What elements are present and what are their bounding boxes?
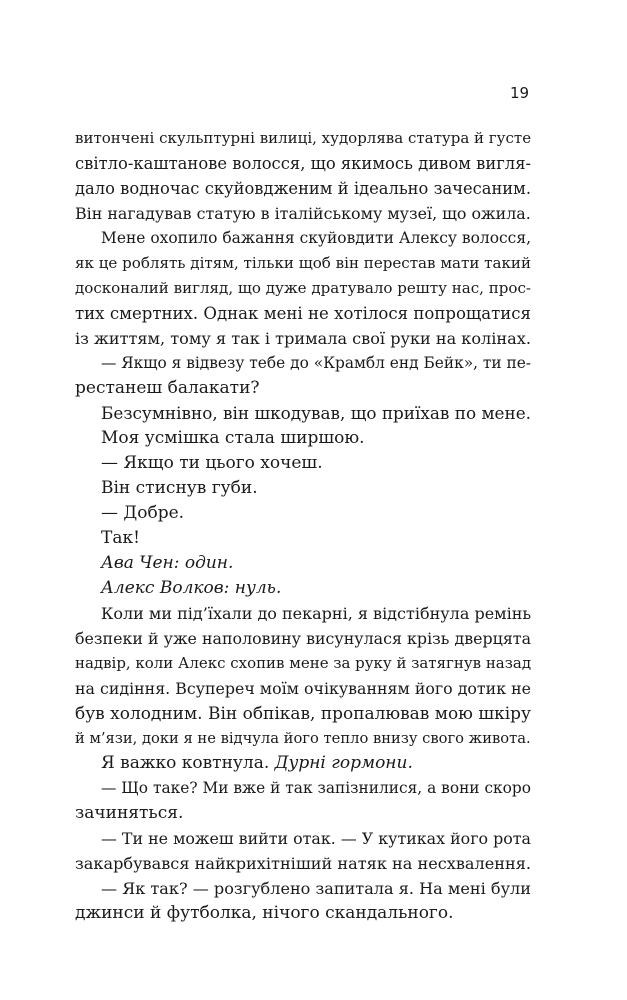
text-line-content: — Як так? — розгублено запитала я. На мені були [101, 879, 531, 898]
text-line [75, 801, 531, 826]
text-line [75, 901, 531, 926]
text-line-content: й м’язи, доки я не відчула його тепло внизу свого живота. [75, 730, 531, 747]
text-line [75, 651, 531, 676]
text-line [75, 426, 531, 451]
text-line [75, 501, 531, 526]
text-line-content: Безсумнівно, він шкодував, що приїхав по мене. [101, 403, 532, 423]
text-line-content: закарбувався найкрихітніший натяк на несхвалення. [75, 854, 532, 873]
text-line-content: Алекс Волков: нуль. [101, 578, 282, 598]
text-line [75, 601, 531, 626]
text-line [75, 326, 531, 351]
text-line-content: джинси й футболка, нічого скандального. [75, 903, 454, 923]
text-line [75, 301, 531, 326]
text-line [75, 626, 531, 651]
text-line [75, 676, 531, 701]
text-line [75, 726, 531, 751]
text-line [75, 351, 531, 376]
text-line [75, 401, 531, 426]
text-line-content: рестанеш балакати? [75, 378, 260, 398]
text-line-content: безпеки й уже наполовину висунулася крізь дверцята [75, 629, 531, 648]
page-number: 19 [510, 84, 530, 102]
text-line-content: як це роблять дітям, тільки щоб він перестав мати такий [75, 254, 531, 272]
text-line-italic: Дурні гормони. [274, 753, 413, 773]
body-text [75, 126, 531, 926]
text-line [75, 551, 531, 576]
text-line-content: на сидіння. Всупереч моїм очікуванням його дотик не [75, 679, 531, 698]
text-line-content: тих смертних. Однак мені не хотілося попрощатися [75, 304, 531, 323]
text-line [75, 826, 531, 851]
text-line-content: Він стиснув губи. [101, 478, 258, 498]
text-line [75, 451, 531, 476]
text-line [75, 876, 531, 901]
text-line [75, 851, 531, 876]
text-line [75, 251, 531, 276]
text-line [75, 201, 531, 226]
text-line-content: — Добре. [101, 503, 185, 523]
text-line-content: зачиняться. [75, 803, 184, 823]
text-line [75, 526, 531, 551]
text-line-content: — Ти не можеш вийти отак. — У кутиках його рота [101, 829, 531, 848]
text-line [75, 151, 531, 176]
text-line-content: — Що таке? Ми вже й так запізнилися, а вони скоро [101, 779, 531, 797]
text-line-content: Моя усмішка стала ширшою. [101, 428, 365, 448]
text-line-content: Коли ми під’їхали до пекарні, я відстібнула ремінь [101, 604, 532, 623]
text-line-content: — Якщо я відвезу тебе до «Крамбл енд Бейк», ти пе- [101, 354, 531, 372]
text-line-content: Я важко ковтнула. [101, 753, 275, 773]
text-line-content: Він нагадував статую в італійському музеї, що ожила. [75, 204, 531, 223]
text-line [75, 276, 531, 301]
text-line-content: — Якщо ти цього хочеш. [101, 453, 323, 473]
text-line [75, 776, 531, 801]
text-line [75, 126, 531, 151]
text-line [75, 751, 531, 776]
text-line [75, 176, 531, 201]
text-line-content: світло-каштанове волосся, що якимось дивом вигля- [75, 154, 532, 173]
text-line [75, 701, 531, 726]
text-line-content: дало водночас скуйовдженим й ідеально зачесаним. [75, 179, 531, 198]
text-line [75, 476, 531, 501]
text-line-content: Ава Чен: один. [101, 553, 234, 573]
text-line [75, 376, 531, 401]
text-line-content: був холодним. Він обпікав, пропалював мою шкіру [75, 703, 531, 723]
text-line [75, 576, 531, 601]
text-line-content: витончені скульптурні вилиці, худорлява статура й густе [75, 129, 532, 147]
text-line-content: із життям, тому я так і тримала свої руки на колінах. [75, 329, 531, 348]
text-line-content: Мене охопило бажання скуйовдити Алексу волосся, [101, 229, 531, 247]
text-line-content: Так! [101, 528, 140, 548]
text-line-content: надвір, коли Алекс схопив мене за руку й затягнув назад [75, 654, 532, 672]
text-line [75, 226, 531, 251]
text-line-content: досконалий вигляд, що дуже дратувало решту нас, прос- [75, 279, 531, 297]
